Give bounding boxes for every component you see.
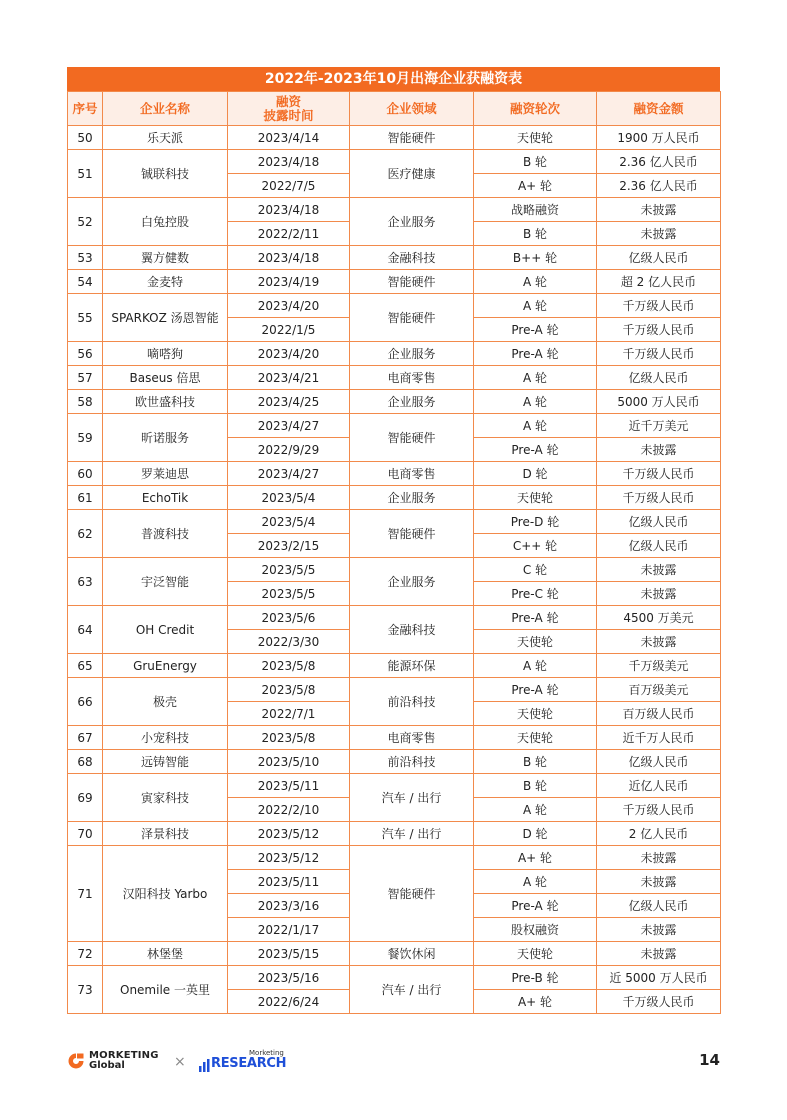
cell-date: 2022/2/10 (228, 798, 350, 822)
cell-amount: 千万级人民币 (597, 294, 721, 318)
cell-round: A 轮 (474, 870, 597, 894)
cell-round: 天使轮 (474, 126, 597, 150)
table-row (68, 294, 721, 318)
table-row (68, 198, 721, 222)
cell-field: 智能硬件 (350, 294, 474, 342)
table-row (68, 366, 721, 390)
cell-date: 2022/1/17 (228, 918, 350, 942)
cell-company: 远铸智能 (103, 750, 228, 774)
header-date-line1: 融资 (275, 93, 301, 109)
cell-amount: 千万级人民币 (597, 462, 721, 486)
cell-amount: 千万级人民币 (597, 318, 721, 342)
cell-amount: 亿级人民币 (597, 510, 721, 534)
table-header-row (68, 92, 721, 126)
cell-seq: 51 (68, 150, 103, 198)
cell-date: 2023/5/8 (228, 678, 350, 702)
cell-round: Pre-A 轮 (474, 678, 597, 702)
cell-round: Pre-A 轮 (474, 438, 597, 462)
cell-field: 电商零售 (350, 366, 474, 390)
cell-seq: 52 (68, 198, 103, 246)
cell-amount: 未披露 (597, 582, 721, 606)
cell-round: 股权融资 (474, 918, 597, 942)
cell-company: 罗莱迪思 (103, 462, 228, 486)
cell-date: 2023/4/20 (228, 342, 350, 366)
cell-round: B++ 轮 (474, 246, 597, 270)
header-seq: 序号 (68, 92, 103, 126)
cell-seq: 62 (68, 510, 103, 558)
table-row (68, 654, 721, 678)
cell-date: 2023/4/14 (228, 126, 350, 150)
cell-date: 2023/5/4 (228, 510, 350, 534)
cell-amount: 未披露 (597, 846, 721, 870)
cell-round: 天使轮 (474, 726, 597, 750)
table-row (68, 846, 721, 870)
cell-round: Pre-A 轮 (474, 606, 597, 630)
cell-round: C 轮 (474, 558, 597, 582)
cell-field: 金融科技 (350, 246, 474, 270)
cell-field: 企业服务 (350, 342, 474, 366)
cell-field: 电商零售 (350, 462, 474, 486)
cell-seq: 55 (68, 294, 103, 342)
cell-company: 极壳 (103, 678, 228, 726)
table-row (68, 246, 721, 270)
cell-amount: 千万级人民币 (597, 798, 721, 822)
cell-company: 白兔控股 (103, 198, 228, 246)
table-row (68, 150, 721, 174)
cell-company: 乐天派 (103, 126, 228, 150)
cell-field: 汽车 / 出行 (350, 966, 474, 1014)
cell-seq: 53 (68, 246, 103, 270)
cell-date: 2023/2/15 (228, 534, 350, 558)
cell-round: A 轮 (474, 414, 597, 438)
cell-seq: 59 (68, 414, 103, 462)
cell-date: 2023/4/18 (228, 246, 350, 270)
cell-round: Pre-A 轮 (474, 318, 597, 342)
cell-amount: 4500 万美元 (597, 606, 721, 630)
cell-field: 智能硬件 (350, 510, 474, 558)
cell-amount: 千万级人民币 (597, 486, 721, 510)
cell-round: A 轮 (474, 294, 597, 318)
cell-seq: 56 (68, 342, 103, 366)
cell-amount: 5000 万人民币 (597, 390, 721, 414)
cell-date: 2022/7/5 (228, 174, 350, 198)
bar-chart-icon (199, 1059, 211, 1072)
cell-round: A+ 轮 (474, 174, 597, 198)
cell-round: B 轮 (474, 150, 597, 174)
cell-date: 2023/4/27 (228, 462, 350, 486)
cell-seq: 50 (68, 126, 103, 150)
cell-date: 2023/4/25 (228, 390, 350, 414)
table-row (68, 750, 721, 774)
cell-field: 能源环保 (350, 654, 474, 678)
cell-date: 2023/5/5 (228, 582, 350, 606)
table-row (68, 414, 721, 438)
header-date-line2: 披露时间 (263, 107, 314, 123)
cell-seq: 57 (68, 366, 103, 390)
research-logo-small: Morketing (249, 1049, 284, 1057)
header-date (228, 92, 350, 126)
cell-round: 天使轮 (474, 486, 597, 510)
header-field: 企业领域 (350, 92, 474, 126)
cell-amount: 百万级美元 (597, 678, 721, 702)
cell-date: 2022/6/24 (228, 990, 350, 1014)
cell-seq: 72 (68, 942, 103, 966)
cell-company: Onemile 一英里 (103, 966, 228, 1014)
cell-seq: 60 (68, 462, 103, 486)
table-row (68, 774, 721, 798)
cell-date: 2023/5/8 (228, 654, 350, 678)
cell-amount: 未披露 (597, 630, 721, 654)
cell-date: 2023/5/10 (228, 750, 350, 774)
cell-amount: 近亿人民币 (597, 774, 721, 798)
cell-round: B 轮 (474, 222, 597, 246)
cell-seq: 73 (68, 966, 103, 1014)
cell-round: A 轮 (474, 798, 597, 822)
cell-date: 2023/5/12 (228, 822, 350, 846)
cell-seq: 66 (68, 678, 103, 726)
cell-amount: 亿级人民币 (597, 366, 721, 390)
cell-field: 电商零售 (350, 726, 474, 750)
cell-amount: 近千万人民币 (597, 726, 721, 750)
cell-seq: 64 (68, 606, 103, 654)
logo-line2: Global (89, 1060, 125, 1071)
cell-round: B 轮 (474, 750, 597, 774)
cell-company: GruEnergy (103, 654, 228, 678)
cell-company: 宇泛智能 (103, 558, 228, 606)
cell-round: Pre-C 轮 (474, 582, 597, 606)
cell-company: 寅家科技 (103, 774, 228, 822)
table-row (68, 942, 721, 966)
cell-date: 2023/5/5 (228, 558, 350, 582)
cell-date: 2023/5/11 (228, 870, 350, 894)
cell-field: 餐饮休闲 (350, 942, 474, 966)
cell-round: Pre-A 轮 (474, 342, 597, 366)
cell-round: C++ 轮 (474, 534, 597, 558)
morketing-global-logo (67, 1051, 159, 1071)
cell-date: 2023/5/16 (228, 966, 350, 990)
table-body (68, 126, 721, 1014)
cell-company: OH Credit (103, 606, 228, 654)
cell-round: Pre-D 轮 (474, 510, 597, 534)
cell-round: 战略融资 (474, 198, 597, 222)
cell-company: SPARKOZ 汤恩智能 (103, 294, 228, 342)
cell-field: 企业服务 (350, 390, 474, 414)
cell-date: 2022/2/11 (228, 222, 350, 246)
cell-seq: 70 (68, 822, 103, 846)
cell-date: 2023/4/21 (228, 366, 350, 390)
cell-date: 2023/5/15 (228, 942, 350, 966)
table-row (68, 606, 721, 630)
cell-round: 天使轮 (474, 630, 597, 654)
cell-field: 智能硬件 (350, 126, 474, 150)
cell-field: 前沿科技 (350, 678, 474, 726)
cell-date: 2023/4/27 (228, 414, 350, 438)
cell-company: 泽景科技 (103, 822, 228, 846)
table-title: 2022年-2023年10月出海企业获融资表 (67, 67, 720, 91)
table-row (68, 342, 721, 366)
cell-date: 2023/3/16 (228, 894, 350, 918)
table-row (68, 966, 721, 990)
cell-field: 汽车 / 出行 (350, 822, 474, 846)
cell-company: 小宠科技 (103, 726, 228, 750)
cell-field: 企业服务 (350, 558, 474, 606)
table-row (68, 822, 721, 846)
cell-date: 2023/4/19 (228, 270, 350, 294)
cell-date: 2022/9/29 (228, 438, 350, 462)
header-company: 企业名称 (103, 92, 228, 126)
cell-field: 医疗健康 (350, 150, 474, 198)
cell-company: 昕诺服务 (103, 414, 228, 462)
funding-table (67, 91, 721, 1014)
table-row (68, 726, 721, 750)
cell-amount: 千万级美元 (597, 654, 721, 678)
cell-amount: 千万级人民币 (597, 342, 721, 366)
cell-company: 欧世盛科技 (103, 390, 228, 414)
cell-amount: 1900 万人民币 (597, 126, 721, 150)
cell-date: 2023/4/18 (228, 198, 350, 222)
cell-round: D 轮 (474, 462, 597, 486)
cell-field: 企业服务 (350, 486, 474, 510)
cell-company: 汉阳科技 Yarbo (103, 846, 228, 942)
cell-round: A 轮 (474, 366, 597, 390)
cell-field: 智能硬件 (350, 270, 474, 294)
cell-date: 2023/5/11 (228, 774, 350, 798)
cell-amount: 近千万美元 (597, 414, 721, 438)
cell-field: 汽车 / 出行 (350, 774, 474, 822)
cell-company: EchoTik (103, 486, 228, 510)
header-round: 融资轮次 (474, 92, 597, 126)
cell-amount: 亿级人民币 (597, 894, 721, 918)
cell-date: 2023/4/18 (228, 150, 350, 174)
header-amount: 融资金额 (597, 92, 721, 126)
cell-seq: 68 (68, 750, 103, 774)
cell-date: 2023/5/4 (228, 486, 350, 510)
cell-seq: 63 (68, 558, 103, 606)
page-footer (67, 1047, 720, 1077)
research-logo-word: RESEARCH (211, 1056, 287, 1071)
cell-amount: 未披露 (597, 222, 721, 246)
cell-field: 前沿科技 (350, 750, 474, 774)
cell-company: 铖联科技 (103, 150, 228, 198)
cell-amount: 2.36 亿人民币 (597, 150, 721, 174)
cell-round: 天使轮 (474, 942, 597, 966)
cell-company: 普渡科技 (103, 510, 228, 558)
cell-seq: 69 (68, 774, 103, 822)
table-row (68, 678, 721, 702)
cell-seq: 58 (68, 390, 103, 414)
table-row (68, 390, 721, 414)
cell-round: Pre-B 轮 (474, 966, 597, 990)
cell-round: A 轮 (474, 654, 597, 678)
cell-amount: 亿级人民币 (597, 534, 721, 558)
cell-field: 智能硬件 (350, 414, 474, 462)
cell-round: A 轮 (474, 390, 597, 414)
cell-date: 2022/1/5 (228, 318, 350, 342)
cell-round: B 轮 (474, 774, 597, 798)
cell-amount: 近 5000 万人民币 (597, 966, 721, 990)
cell-company: 翼方健数 (103, 246, 228, 270)
cell-amount: 亿级人民币 (597, 750, 721, 774)
cell-round: A+ 轮 (474, 846, 597, 870)
cell-company: 林堡堡 (103, 942, 228, 966)
cell-amount: 未披露 (597, 438, 721, 462)
cell-amount: 千万级人民币 (597, 990, 721, 1014)
cell-amount: 超 2 亿人民币 (597, 270, 721, 294)
cell-round: D 轮 (474, 822, 597, 846)
table-row (68, 126, 721, 150)
cell-date: 2023/5/12 (228, 846, 350, 870)
logo-line1: MORKETING (89, 1050, 159, 1061)
cell-amount: 未披露 (597, 198, 721, 222)
cell-date: 2023/5/8 (228, 726, 350, 750)
cell-round: 天使轮 (474, 702, 597, 726)
cell-amount: 未披露 (597, 918, 721, 942)
cell-amount: 未披露 (597, 558, 721, 582)
cell-date: 2022/3/30 (228, 630, 350, 654)
cell-amount: 未披露 (597, 942, 721, 966)
cell-field: 企业服务 (350, 198, 474, 246)
table-row (68, 462, 721, 486)
funding-table-container (67, 67, 720, 1014)
cross-icon: × (174, 1054, 186, 1070)
cell-amount: 2 亿人民币 (597, 822, 721, 846)
cell-field: 智能硬件 (350, 846, 474, 942)
cell-company: 金麦特 (103, 270, 228, 294)
page-number: 14 (699, 1051, 720, 1069)
cell-company: 嘀嗒狗 (103, 342, 228, 366)
cell-date: 2022/7/1 (228, 702, 350, 726)
cell-date: 2023/4/20 (228, 294, 350, 318)
table-row (68, 510, 721, 534)
cell-seq: 65 (68, 654, 103, 678)
cell-round: A 轮 (474, 270, 597, 294)
cell-company: Baseus 倍思 (103, 366, 228, 390)
cell-round: Pre-A 轮 (474, 894, 597, 918)
cell-amount: 百万级人民币 (597, 702, 721, 726)
cell-round: A+ 轮 (474, 990, 597, 1014)
cell-seq: 61 (68, 486, 103, 510)
cell-seq: 71 (68, 846, 103, 942)
table-row (68, 486, 721, 510)
cell-date: 2023/5/6 (228, 606, 350, 630)
morketing-research-logo (197, 1047, 287, 1075)
cell-field: 金融科技 (350, 606, 474, 654)
cell-amount: 2.36 亿人民币 (597, 174, 721, 198)
cell-amount: 未披露 (597, 870, 721, 894)
morketing-logo-icon (67, 1052, 85, 1070)
table-row (68, 558, 721, 582)
cell-amount: 亿级人民币 (597, 246, 721, 270)
cell-seq: 67 (68, 726, 103, 750)
cell-seq: 54 (68, 270, 103, 294)
table-row (68, 270, 721, 294)
